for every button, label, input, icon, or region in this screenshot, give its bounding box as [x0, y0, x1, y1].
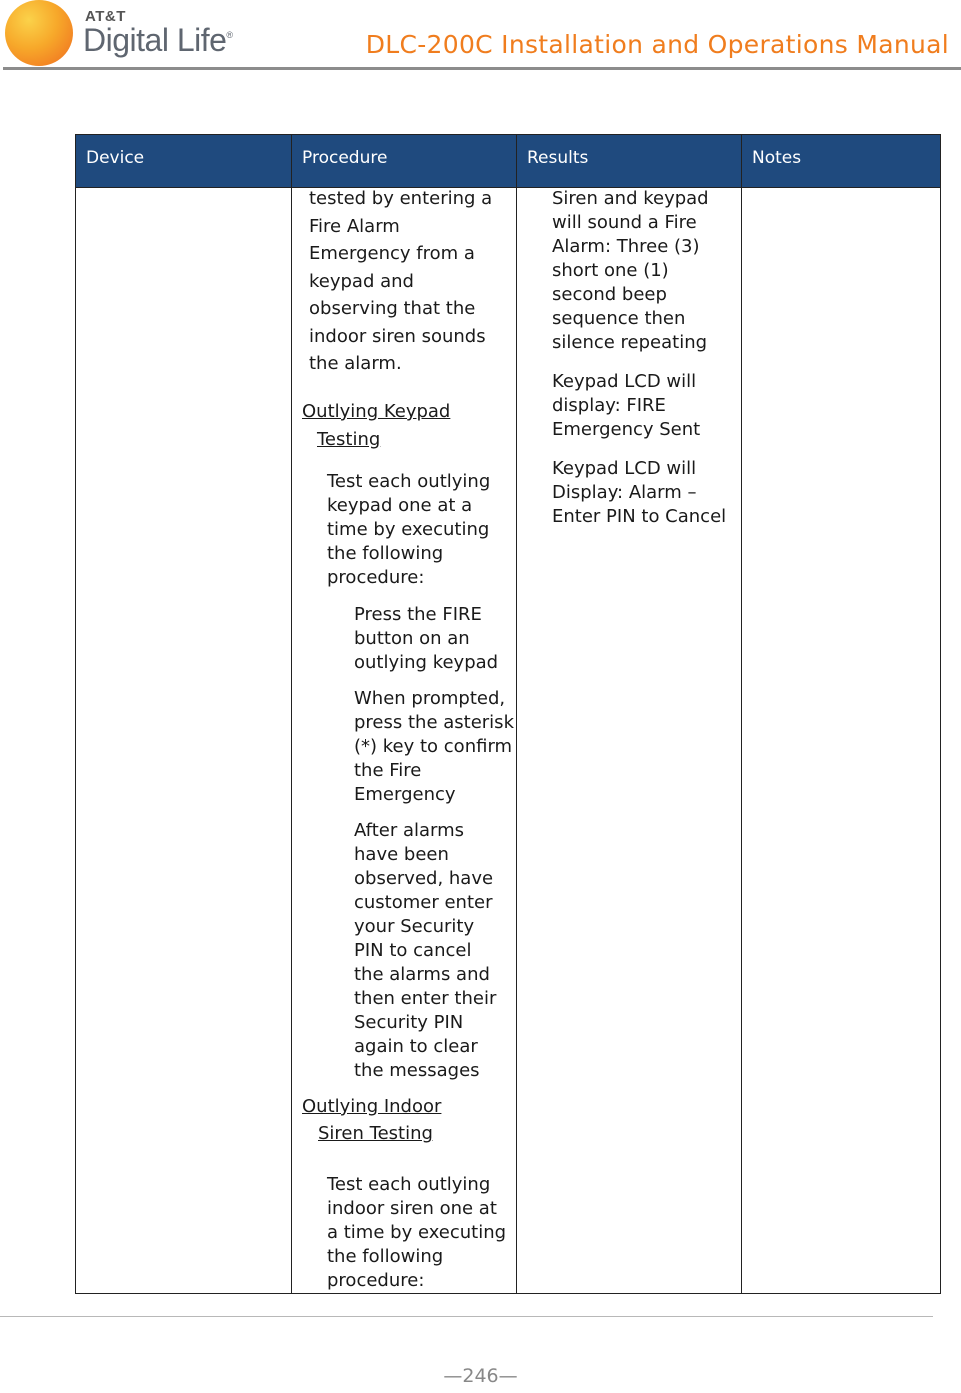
keypad-step: When prompted, press the asterisk (*) key to confirm the Fire Emergency — [354, 688, 514, 805]
result-item: Siren and keypad will sound a Fire Alarm: Three (3) short one (1) second beep sequence then silence repeating — [552, 188, 709, 353]
keypad-heading-line-2: Testing — [317, 429, 381, 450]
registered-mark: ® — [226, 30, 233, 40]
procedure-table — [75, 134, 941, 1294]
column-header-results: Results — [527, 148, 589, 168]
column-divider — [516, 135, 517, 1293]
att-digital-life-logo — [3, 0, 233, 68]
siren-testing-heading — [302, 1093, 441, 1121]
column-header-procedure: Procedure — [302, 148, 388, 168]
logo-att-text: AT&T — [85, 8, 126, 25]
siren-testing-heading-2 — [318, 1120, 433, 1148]
procedure-intro: tested by entering a Fire Alarm Emergency from a keypad and observing that the indoor siren sounds the alarm. — [309, 188, 493, 374]
sun-logo-icon — [5, 0, 73, 66]
header-divider — [3, 67, 961, 70]
column-divider — [741, 135, 742, 1293]
keypad-testing-heading — [302, 398, 450, 426]
keypad-test-text: Test each outlying keypad one at a time by executing the following procedure: — [327, 471, 491, 588]
column-divider — [291, 135, 292, 1293]
table-header — [76, 135, 940, 188]
keypad-heading-line-1: Outlying Keypad — [302, 401, 451, 422]
keypad-step: Press the FIRE button on an outlying keypad — [354, 604, 499, 673]
siren-test-text: Test each outlying indoor siren one at a time by executing the following procedure: — [327, 1174, 507, 1291]
page-number: —246— — [443, 1365, 518, 1387]
result-item: Keypad LCD will display: FIRE Emergency Sent — [552, 371, 701, 440]
header-bottom-border — [76, 187, 940, 188]
column-header-device: Device — [86, 148, 145, 168]
column-header-notes: Notes — [752, 148, 802, 168]
siren-heading-line-1: Outlying Indoor — [302, 1096, 442, 1117]
result-item: Keypad LCD will Display: Alarm – Enter PIN to Cancel — [552, 458, 727, 527]
siren-heading-line-2: Siren Testing — [318, 1123, 433, 1144]
footer-divider — [0, 1316, 933, 1317]
keypad-testing-heading-2 — [317, 426, 380, 454]
logo-name-text: Digital Life — [83, 22, 227, 58]
document-title: DLC-200C Installation and Operations Manual — [365, 30, 949, 59]
logo-name — [83, 22, 233, 59]
keypad-step: After alarms have been observed, have customer enter your Security PIN to cancel the alarms and then enter their Security PIN again to clear the messages — [354, 820, 497, 1081]
